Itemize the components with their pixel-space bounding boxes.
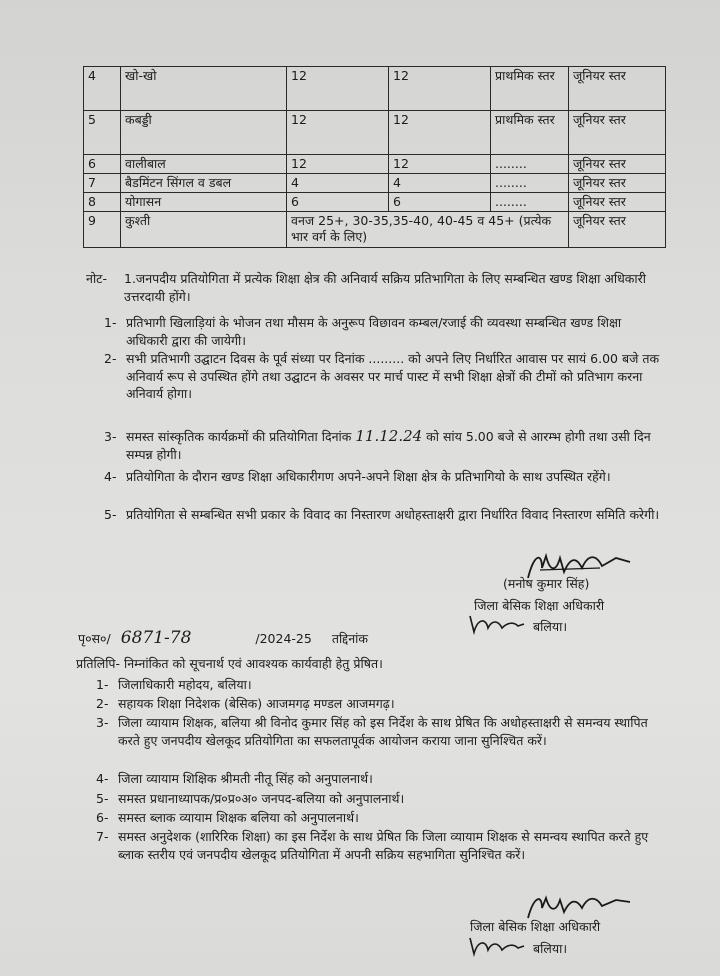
note-item-text: प्रतियोगिता से सम्बन्धित सभी प्रकार के विवाद का निस्तारण अधोहस्ताक्षरी द्वारा निर्धारित विवाद निस्तारण समिति करेगी। — [126, 507, 660, 522]
copy-item-text: समस्त अनुदेशक (शारिरिक शिक्षा) का इस निर्देश के साथ प्रेषित कि जिला व्यायाम शिक्षक से समन्वय स्थापित करते हुए ब्लाक स्तरीय एवं जनपदीय खेलकूद प्रतियोगिता में अपनी सक्रिय सहभागिता सुनिश्चित करें। — [118, 829, 649, 862]
cell-game: वालीबाल — [121, 155, 287, 174]
note-first-text: 1.जनपदीय प्रतियोगिता में प्रत्येक शिक्षा क्षेत्र की अनिवार्य सक्रिय प्रतिभागिता के लिए सम्बन्धित खण्ड शिक्षा अधिकारी उत्तरदायी होंगे। — [124, 271, 646, 304]
table-row — [84, 111, 666, 155]
ref-label: पृ०स०/ — [78, 631, 111, 646]
copy-item-text: जिलाधिकारी महोदय, बलिया। — [118, 677, 252, 692]
cell-count-b: 6 — [389, 193, 491, 212]
cell-level-junior: जूनियर स्तर — [569, 193, 666, 212]
note-item-2: 2- सभी प्रतिभागी उद्घाटन दिवस के पूर्व संध्या पर दिनांक ......... को अपने लिए निर्धारित आवास पर सायं 6.00 बजे तक अनिवार्य रूप से उपस्थित होंगे तथा उद्घाटन के अवसर पर मार्च पास्ट में सभी शिक्षा क्षेत्रों की टीमों को प्रतिभाग करना अनिवार्य होगा। — [104, 350, 664, 403]
copy-item-7: 7- समस्त अनुदेशक (शारिरिक शिक्षा) का इस निर्देश के साथ प्रेषित कि जिला व्यायाम शिक्षक से समन्वय स्थापित करते हुए ब्लाक स्तरीय एवं जनपदीय खेलकूद प्रतियोगिता में अपनी सक्रिय सहभागिता सुनिश्चित करें। — [96, 828, 656, 863]
note-item-text: सभी प्रतिभागी उद्घाटन दिवस के पूर्व संध्या पर दिनांक ......... को अपने लिए निर्धारित आवास पर सायं 6.00 बजे तक अनिवार्य रूप से उपस्थित होंगे तथा उद्घाटन के अवसर पर मार्च पास्ट में सभी शिक्षा क्षेत्रों की टीमों को प्रतिभाग करना अनिवार्य होगा। — [126, 351, 660, 401]
copy-item-3: 3- जिला व्यायाम शिक्षक, बलिया श्री विनोद कुमार सिंह को इस निर्देश के साथ प्रेषित कि अधोहस्ताक्षरी से समन्वय स्थापित करते हुए जनपदीय खेलकूद प्रतियोगिता का सफलतापूर्वक आयोजन कराया जाना सुनिश्चित करें। — [96, 714, 656, 749]
cell-game: योगासन — [121, 193, 287, 212]
cell-game: कुश्ती — [121, 212, 287, 248]
copy-item-text: जिला व्यायाम शिक्षक, बलिया श्री विनोद कुमार सिंह को इस निर्देश के साथ प्रेषित कि अधोहस्ताक्षरी से समन्वय स्थापित करते हुए जनपदीय खेलकूद प्रतियोगिता का सफलतापूर्वक आयोजन कराया जाना सुनिश्चित करें। — [118, 715, 648, 748]
cell-game: खो-खो — [121, 67, 287, 111]
note-item-text-post: को सांय 5.00 बजे से आरम्भ होगी तथा उसी दिन सम्पन्न होगी। — [126, 429, 651, 462]
reference-line — [78, 630, 678, 648]
copy-item-4: 4- जिला व्यायाम शिक्षिक श्रीमती नीतू सिंह को अनुपालनार्थ। — [96, 770, 656, 788]
note-item-5: 5- प्रतियोगिता से सम्बन्धित सभी प्रकार के विवाद का निस्तारण अधोहस्ताक्षरी द्वारा निर्धारित विवाद निस्तारण समिति करेगी। — [104, 506, 664, 524]
table-row — [84, 174, 666, 193]
cell-level-junior: जूनियर स्तर — [569, 111, 666, 155]
note-item-text: प्रतिभागी खिलाड़ियां के भोजन तथा मौसम के अनुरूप विछावन कम्बल/रजाई की व्यवस्था सम्बन्धित खण्ड शिक्षा अधिकारी द्वारा की जायेगी। — [126, 315, 622, 348]
cell-count-a: 6 — [287, 193, 389, 212]
cell-count-b: 12 — [389, 111, 491, 155]
events-table — [83, 66, 666, 248]
cell-serial: 5 — [84, 111, 121, 155]
cell-level-primary: ........ — [491, 155, 569, 174]
note-item-4: 4- प्रतियोगिता के दौरान खण्ड शिक्षा अधिकारीगण अपने-अपने शिक्षा क्षेत्र के प्रतिभागियो के साथ उपस्थित रहेंगे। — [104, 468, 664, 486]
cell-level-primary: ........ — [491, 193, 569, 212]
cell-game: कबड्डी — [121, 111, 287, 155]
copy-item-text: समस्त प्रधानाध्यापक/प्र०प्र०अ० जनपद-बलिया को अनुपालनार्थ। — [118, 791, 405, 806]
cell-level-primary: ........ — [491, 174, 569, 193]
note-item-text: प्रतियोगिता के दौरान खण्ड शिक्षा अधिकारीगण अपने-अपने शिक्षा क्षेत्र के प्रतिभागियो के साथ उपस्थित रहेंगे। — [126, 469, 611, 484]
copy-item-text: जिला व्यायाम शिक्षिक श्रीमती नीतू सिंह को अनुपालनार्थ। — [118, 771, 373, 786]
copy-item-5: 5- समस्त प्रधानाध्यापक/प्र०प्र०अ० जनपद-बलिया को अनुपालनार्थ। — [96, 790, 656, 808]
cell-serial: 9 — [84, 212, 121, 248]
cell-count-b: 12 — [389, 67, 491, 111]
signatory-name: (मनोष कुमार सिंह) — [503, 576, 590, 591]
cell-count-a: 4 — [287, 174, 389, 193]
cell-count-b: 12 — [389, 155, 491, 174]
cell-count-a: 12 — [287, 67, 389, 111]
copy-item-text: समस्त ब्लाक व्यायाम शिक्षक बलिया को अनुपालनार्थ। — [118, 810, 359, 825]
ref-number: 6871-78 — [120, 628, 192, 648]
note-item-3: 3- समस्त सांस्कृतिक कार्यक्रमों की प्रतियोगिता दिनांक 11.12.24 को सांय 5.00 बजे से आरम्भ होगी तथा उसी दिन सम्पन्न होगी। — [104, 427, 651, 462]
cell-level-junior: जूनियर स्तर — [569, 155, 666, 174]
copy-item-text: सहायक शिक्षा निदेशक (बेसिक) आजमगढ़ मण्डल आजमगढ़। — [118, 696, 395, 711]
cell-game: बैडमिंटन सिंगल व डबल — [121, 174, 287, 193]
cell-level-junior: जूनियर स्तर — [569, 174, 666, 193]
table-row — [84, 193, 666, 212]
copy-item-6: 6- समस्त ब्लाक व्यायाम शिक्षक बलिया को अनुपालनार्थ। — [96, 809, 656, 827]
signatory-place: बलिया। — [533, 619, 568, 634]
handwritten-date: 11.12.24 — [355, 427, 423, 445]
copy-intro: प्रतिलिपि- निम्नांकित को सूचनार्थ एवं आवश्यक कार्यवाही हेतु प्रेषित। — [76, 656, 383, 671]
cell-serial: 4 — [84, 67, 121, 111]
signatory-place-2: बलिया। — [533, 941, 568, 956]
initials-mark-2 — [466, 934, 528, 958]
table-row — [84, 212, 666, 248]
cell-serial: 7 — [84, 174, 121, 193]
note-item-text-pre: समस्त सांस्कृतिक कार्यक्रमों की प्रतियोगिता दिनांक — [126, 429, 352, 444]
copy-item-1: 1- जिलाधिकारी महोदय, बलिया। — [96, 676, 656, 694]
cell-level-primary: प्राथमिक स्तर — [491, 111, 569, 155]
signatory-title-2: जिला बेसिक शिक्षा अधिकारी — [470, 919, 601, 934]
cell-weight-classes: वनज 25+, 30-35,35-40, 40-45 व 45+ (प्रत्येक भार वर्ग के लिए) — [287, 212, 569, 248]
cell-level-junior: जूनियर स्तर — [569, 67, 666, 111]
cell-count-a: 12 — [287, 111, 389, 155]
signatory-title: जिला बेसिक शिक्षा अधिकारी — [474, 598, 605, 613]
ref-year: /2024-25 — [255, 631, 312, 646]
note-label: नोट- — [86, 271, 107, 286]
ref-date: तद्दिनांक — [331, 631, 369, 646]
cell-serial: 6 — [84, 155, 121, 174]
table-row — [84, 155, 666, 174]
cell-level-primary: प्राथमिक स्तर — [491, 67, 569, 111]
copy-item-2: 2- सहायक शिक्षा निदेशक (बेसिक) आजमगढ़ मण्डल आजमगढ़। — [96, 695, 656, 713]
note-first — [86, 270, 686, 305]
table-row — [84, 67, 666, 111]
cell-count-a: 12 — [287, 155, 389, 174]
cell-serial: 8 — [84, 193, 121, 212]
cell-count-b: 4 — [389, 174, 491, 193]
cell-level-junior: जूनियर स्तर — [569, 212, 666, 248]
note-item-1: 1- प्रतिभागी खिलाड़ियां के भोजन तथा मौसम के अनुरूप विछावन कम्बल/रजाई की व्यवस्था सम्बन्धित खण्ड शिक्षा अधिकारी द्वारा की जायेगी। — [104, 314, 664, 349]
